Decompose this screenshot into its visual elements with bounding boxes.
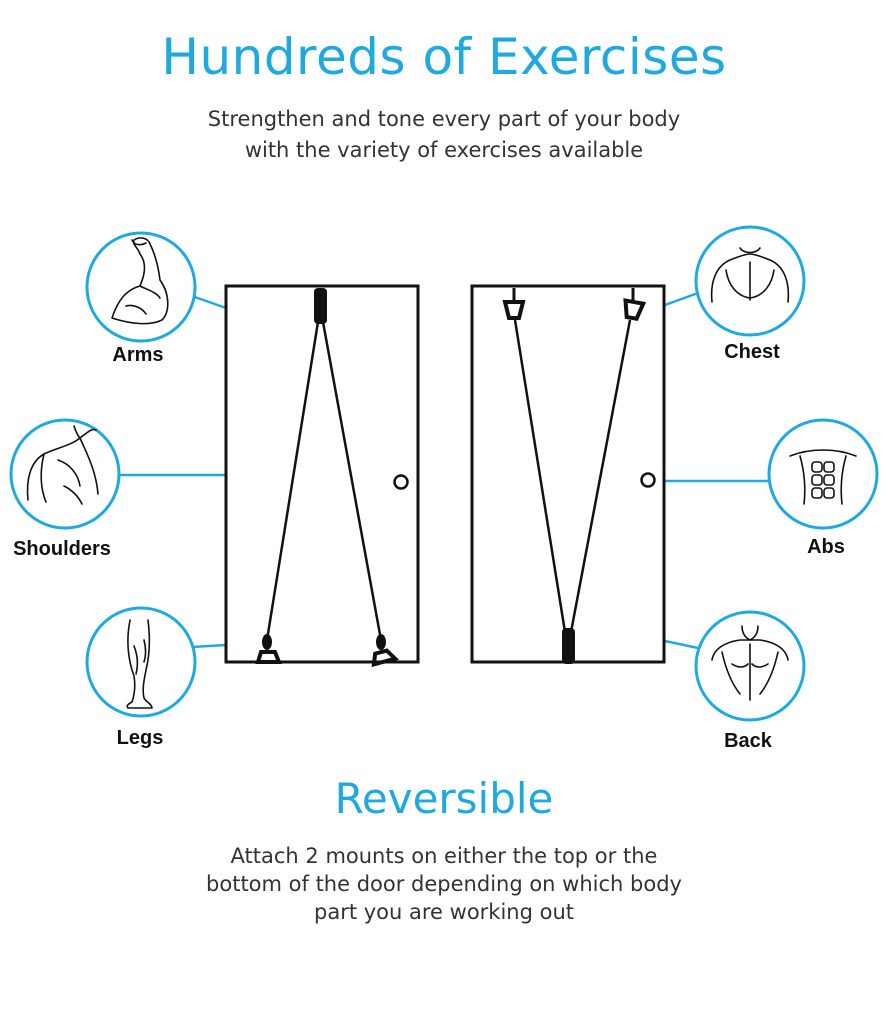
page-title: Hundreds of Exercises: [161, 28, 727, 86]
connector-arms: [192, 296, 226, 308]
subtitle-line-1: Strengthen and tone every part of your body: [207, 107, 681, 131]
door-anchor-top: [314, 288, 327, 324]
shoulders-circle: [11, 420, 119, 528]
door-knob-right: [642, 474, 655, 487]
door-left: [226, 286, 418, 664]
connector-back: [665, 641, 698, 648]
legs-circle: [87, 608, 195, 716]
reversible-line-1: Attach 2 mounts on either the top or the: [230, 844, 658, 868]
door-knob-left: [395, 476, 408, 489]
icon-circles: [11, 227, 877, 720]
subtitle-line-2: with the variety of exercises available: [244, 138, 644, 162]
reversible-line-2: bottom of the door depending on which body: [206, 872, 682, 896]
reversible-description: [0, 842, 888, 926]
reversible-line-3: part you are working out: [314, 900, 574, 924]
connector-legs: [192, 645, 226, 647]
label-arms: Arms: [112, 344, 164, 366]
connector-chest: [665, 293, 698, 305]
door-right: [472, 286, 664, 664]
connector-lines: [120, 293, 768, 648]
door-anchor-bottom: [562, 628, 575, 664]
label-chest: Chest: [724, 341, 780, 363]
label-shoulders: Shoulders: [13, 538, 111, 560]
reversible-title: Reversible: [334, 774, 554, 823]
label-legs: Legs: [116, 727, 164, 749]
label-abs: Abs: [807, 536, 845, 558]
abs-circle: [769, 420, 877, 528]
label-back: Back: [724, 730, 772, 752]
